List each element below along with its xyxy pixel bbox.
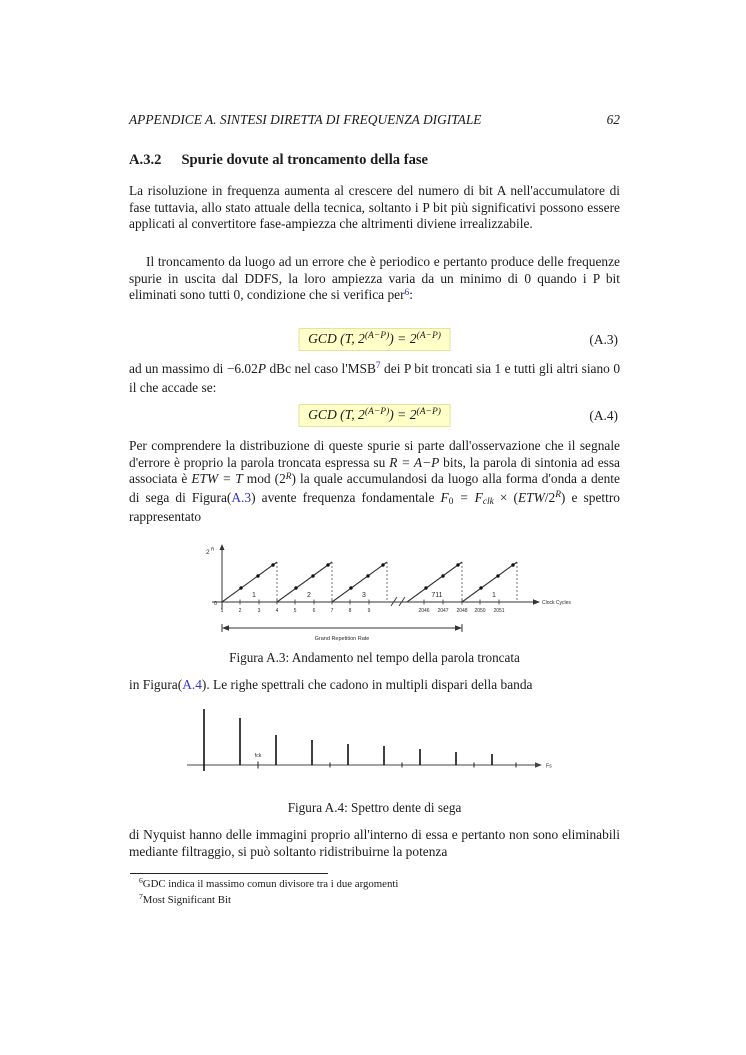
svg-text:1: 1 bbox=[492, 592, 496, 599]
text-segment: (A−P) bbox=[416, 331, 441, 342]
footnote-6 bbox=[129, 877, 620, 893]
text-segment: Per comprendere la distribuzione di queste spurie si parte dall'osservazione che il segnale d'errore è proprio la parola troncata espressa su bbox=[129, 438, 620, 470]
svg-text:4: 4 bbox=[275, 608, 279, 614]
footnote-7-text: Most Significant Bit bbox=[142, 893, 231, 906]
text-segment: F bbox=[440, 490, 449, 506]
text-segment: dei P bit troncati sia 1 e tutti gli altri siano 0 il che accade se: bbox=[129, 361, 621, 395]
text-segment: R bbox=[555, 490, 561, 501]
text-segment: mod bbox=[242, 471, 275, 487]
svg-text:711: 711 bbox=[431, 592, 443, 599]
text-segment: (A−P) bbox=[364, 407, 390, 418]
text-segment: ) = 2 bbox=[389, 407, 417, 422]
svg-text:2047: 2047 bbox=[437, 608, 449, 614]
section-heading bbox=[129, 152, 620, 169]
text-segment: in Figura( bbox=[129, 677, 183, 692]
text-segment: ETW = T bbox=[191, 471, 243, 487]
y-axis-arrow bbox=[220, 544, 225, 550]
text-segment: /2 bbox=[544, 490, 556, 506]
footnote-7 bbox=[129, 893, 620, 909]
text-segment: 0 bbox=[448, 497, 454, 508]
x-tick-labels bbox=[221, 608, 505, 614]
text-segment: ) bbox=[560, 490, 566, 506]
figure-a3-sawtooth bbox=[192, 540, 577, 645]
text-segment: R bbox=[285, 471, 292, 482]
figure-ref-a3[interactable]: A.3 bbox=[231, 490, 252, 506]
svg-text:5: 5 bbox=[293, 608, 297, 614]
paragraph-5 bbox=[129, 677, 620, 694]
text-segment: ad un massimo di −6.02 bbox=[129, 361, 258, 376]
y-max-label: 2 bbox=[206, 549, 210, 556]
text-segment: dBc nel caso l'MSB bbox=[266, 361, 376, 376]
svg-text:2051: 2051 bbox=[493, 608, 505, 614]
repetition-span-label: Grand Repetition Rate bbox=[314, 636, 370, 642]
x-axis-arrow bbox=[533, 599, 540, 605]
page-number: 62 bbox=[606, 112, 620, 127]
svg-text:9: 9 bbox=[367, 608, 371, 614]
svg-text:2: 2 bbox=[238, 608, 242, 614]
section-title: Spurie dovute al troncamento della fase bbox=[181, 152, 429, 168]
sample-dots bbox=[239, 563, 514, 589]
paragraph-6: di Nyquist hanno delle immagini proprio all'interno di essa e pertanto non sono eliminabili mediante filtraggio, si può soltanto ridistribuirne la potenza bbox=[129, 827, 620, 859]
svg-text:6: 6 bbox=[312, 608, 316, 614]
footnote-rule bbox=[130, 873, 328, 874]
spectrum-diagram bbox=[172, 703, 572, 791]
svg-text:2046: 2046 bbox=[418, 608, 430, 614]
paragraph-4 bbox=[129, 438, 620, 526]
text-segment: clk bbox=[482, 497, 494, 508]
equation-a4-row bbox=[129, 404, 620, 430]
footnote-ref-6[interactable]: 6 bbox=[404, 287, 410, 298]
paragraph-2 bbox=[129, 254, 620, 306]
text-segment: (A−P) bbox=[364, 331, 390, 342]
figure-ref-a4[interactable]: A.4 bbox=[182, 677, 202, 692]
text-segment: = F bbox=[453, 490, 483, 506]
page-header bbox=[129, 112, 620, 128]
svg-text:7: 7 bbox=[330, 608, 334, 614]
equation-a3-tag: (A.3) bbox=[589, 332, 618, 347]
footnote-6-marker: 6 bbox=[139, 876, 143, 886]
footnote-ref-7[interactable]: 7 bbox=[375, 361, 381, 372]
span-arrow-left bbox=[222, 625, 229, 630]
footnotes bbox=[129, 877, 620, 908]
equation-a3 bbox=[298, 328, 451, 351]
svg-text:8: 8 bbox=[348, 608, 352, 614]
frequency-axis-arrow bbox=[535, 762, 542, 768]
span-arrow-right bbox=[455, 625, 462, 630]
text-segment: ) bbox=[291, 471, 296, 487]
svg-text:2050: 2050 bbox=[474, 608, 486, 614]
section-number: A.3.2 bbox=[129, 152, 162, 168]
equation-a4-tag: (A.4) bbox=[589, 408, 618, 423]
text-segment: (2 bbox=[274, 471, 286, 487]
text-segment: Il troncamento da luogo ad un errore che è periodico e pertanto produce delle frequenze spurie in uscita dal DDFS, la loro ampiezza varia da un minimo di 0 quando i P bit eliminati sono tutti 0, condizione che si verifica per bbox=[129, 254, 620, 303]
text-segment: bits, la parola di sintonia ad essa associata è bbox=[129, 454, 621, 487]
x-axis-title: Clock Cycles bbox=[542, 600, 571, 606]
text-segment: (A−P) bbox=[416, 407, 441, 418]
ramp-drop-lines bbox=[277, 562, 517, 602]
svg-text:1: 1 bbox=[252, 592, 256, 599]
spectral-lines bbox=[204, 709, 492, 771]
figure-a3-caption: Figura A.3: Andamento nel tempo della parola troncata bbox=[229, 650, 520, 665]
text-segment: GCD (T, 2 bbox=[308, 407, 365, 422]
text-segment: × ( bbox=[493, 490, 518, 506]
text-segment: e spettro rappresentato bbox=[129, 490, 620, 524]
fundamental-marker-label: fck bbox=[254, 753, 262, 759]
header-title: APPENDICE A. SINTESI DIRETTA DI FREQUENZA DIGITALE bbox=[129, 112, 482, 127]
text-segment: ). Le righe spettrali che cadono in multipli dispari della banda bbox=[201, 677, 533, 692]
frequency-axis-title: Fs bbox=[546, 763, 552, 770]
text-segment: ETW bbox=[517, 490, 545, 506]
text-segment: ) = 2 bbox=[389, 331, 417, 346]
origin-label: 0 bbox=[213, 601, 217, 607]
repetition-span-arrow bbox=[222, 624, 462, 632]
sawtooth-diagram bbox=[192, 540, 577, 645]
paragraph-3 bbox=[129, 361, 620, 396]
text-segment: ) avente frequenza fondamentale bbox=[251, 490, 441, 506]
paragraph-1: La risoluzione in frequenza aumenta al crescere del numero di bit A nell'accumulatore di fase tuttavia, allo stato attuale della tecnica, soltanto i P bit più significativi possono essere applicati al convertitore fase-ampiezza che altrimenti diviene irrealizzabile. bbox=[129, 183, 620, 232]
figure-a4-caption: Figura A.4: Spettro dente di sega bbox=[287, 800, 462, 815]
text-segment: R = A−P bbox=[389, 454, 440, 470]
svg-text:2: 2 bbox=[307, 592, 311, 599]
y-max-exponent: R bbox=[211, 547, 215, 553]
text-segment: GCD (T, 2 bbox=[308, 331, 365, 346]
text-segment: la quale accumulandosi da luogo alla forma d'onda a dente di sega di Figura( bbox=[129, 471, 620, 506]
equation-a4 bbox=[298, 404, 451, 427]
text-segment: : bbox=[409, 287, 413, 303]
svg-text:2048: 2048 bbox=[456, 608, 468, 614]
footnote-6-text: GDC indica il massimo comun divisore tra i due argomenti bbox=[142, 878, 399, 890]
text-segment: P bbox=[257, 361, 266, 376]
svg-text:3: 3 bbox=[257, 608, 261, 614]
svg-text:3: 3 bbox=[362, 592, 366, 599]
figure-a4-spectrum bbox=[172, 703, 572, 791]
equation-a3-row bbox=[129, 328, 620, 354]
ramps bbox=[222, 562, 517, 602]
footnote-7-marker: 7 bbox=[139, 891, 143, 901]
svg-text:1: 1 bbox=[220, 608, 224, 614]
